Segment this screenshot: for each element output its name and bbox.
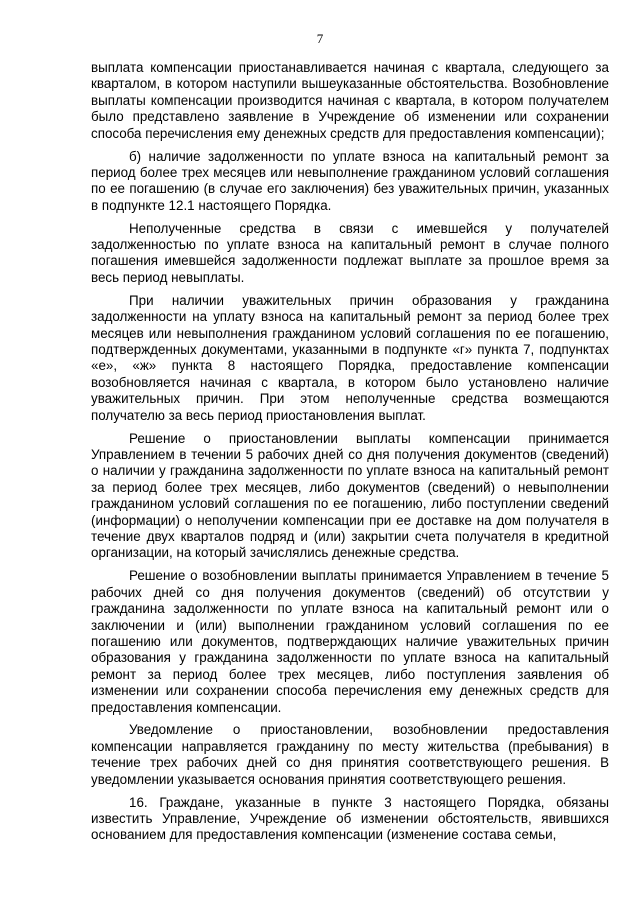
page-number: 7 [316,31,324,46]
paragraph-continuation: выплата компенсации приостанавливается начиная с квартала, следующего за кварталом, в котором наступили вышеуказанные обстоятельства. Возобновление выплаты компенсации производится начиная с квартала, в котором получателем было представлено заявление в Учреждение об изменении или сохранении способа перечисления ему денежных средств для предоставления компенсации); [91,60,609,141]
paragraph-suspension-decision: Решение о приостановлении выплаты компенсации принимается Управлением в течении 5 рабочих дней со дня получения документов (сведений) о наличии у гражданина задолженности по уплате взноса на капитальный ремонт за период более трех месяцев, либо документов (сведений) о невыполнении гражданином условий соглашения по ее погашению, либо поступлении сведений (информации) о неполучении компенсации при ее доставке на дом получателя в течение двух кварталов подряд и (или) закрытии счета получателя в кредитной организации, на который зачислялись денежные средства. [91,430,609,561]
document-body [91,60,609,850]
paragraph-debt-condition: б) наличие задолженности по уплате взноса на капитальный ремонт за период более трех месяцев или невыполнение гражданином условий соглашения по ее погашению (в случае его заключения) без уважительных причин, указанных в подпункте 12.1 настоящего Порядка. [91,148,609,213]
paragraph-resumption-decision: Решение о возобновлении выплаты принимается Управлением в течение 5 рабочих дней со дня получения документов (сведений) об отсутствии у гражданина задолженности по уплате взноса на капитальный ремонт или о заключении и (или) выполнении гражданином условий соглашения по ее погашению или документов, подтверждающих наличие уважительных причин образования у гражданина задолженности по уплате взноса на капитальный ремонт за период более трех месяцев, либо поступления заявления об изменении или сохранении способа перечисления ему денежных средств для предоставления компенсации. [91,568,609,715]
paragraph-notification: Уведомление о приостановлении, возобновлении предоставления компенсации направляется гражданину по месту жительства (пребывания) в течение трех рабочих дней со дня принятия соответствующего решения. В уведомлении указывается основания принятия соответствующего решения. [91,722,609,787]
paragraph-unpaid-funds: Неполученные средства в связи с имевшейся у получателей задолженностью по уплате взноса на капитальный ремонт в случае полного погашения имевшейся задолженности подлежат выплате за прошлое время за весь период невыплаты. [91,220,609,285]
paragraph-valid-reasons: При наличии уважительных причин образования у гражданина задолженности на уплату взноса на капитальный ремонт за период более трех месяцев или невыполнения гражданином условий соглашения по ее погашению, подтвержденных документами, указанными в подпункте «г» пункта 7, подпунктах «е», «ж» пункта 8 настоящего Порядка, предоставление компенсации возобновляется начиная с квартала, в котором было установлено наличие уважительных причин. При этом неполученные средства возмещаются получателю за весь период приостановления выплат. [91,292,609,423]
paragraph-item-16: 16. Граждане, указанные в пункте 3 настоящего Порядка, обязаны известить Управление, Учреждение об изменении обстоятельств, явившихся основанием для предоставления компенсации (изменение состава семьи, [91,794,609,843]
